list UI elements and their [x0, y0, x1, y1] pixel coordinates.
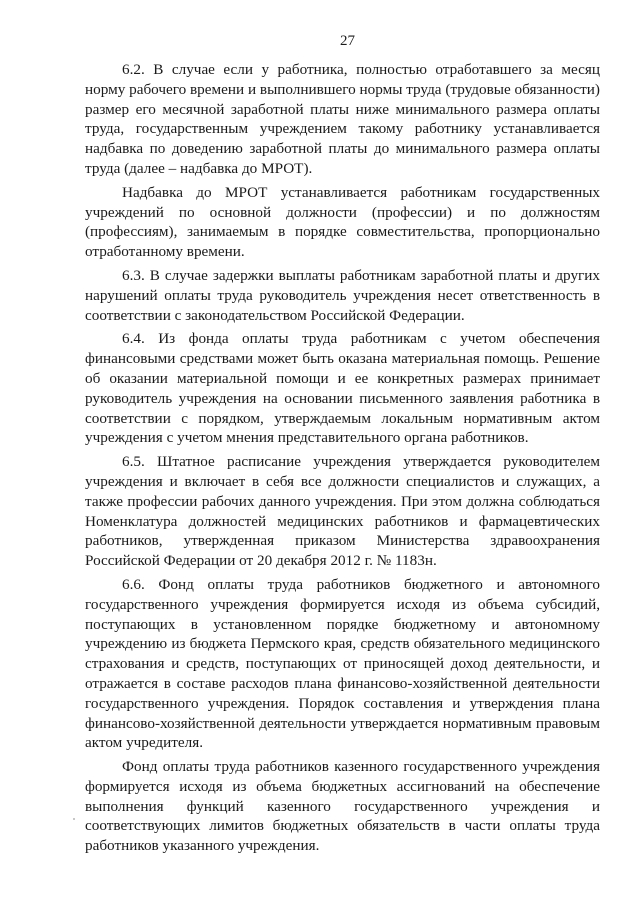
paragraph-6-2: 6.2. В случае если у работника, полностью отработавшего за месяц норму рабочего времени и выполнившего нормы труда (трудовые обязанности) размер его месячной заработной платы ниже минимального размера оплаты труда, государственным учреждением такому работнику устанавливается надбавка по доведению заработной платы до минимального размера оплаты труда (далее – надбавка до МРОТ).: [85, 61, 600, 177]
paragraph-6-3: 6.3. В случае задержки выплаты работникам заработной платы и других нарушений оплаты труда руководитель учреждения несет ответственность в соответствии с законодательством Российской Федерации.: [85, 266, 600, 324]
paragraph-6-4: 6.4. Из фонда оплаты труда работникам с учетом обеспечения финансовыми средствами может быть оказана материальная помощь. Решение об оказании материальной помощи и ее конкретных размерах принимает руководитель учреждения на основании письменного заявления работника в соответствии с порядком, утверждаемым локальным нормативным актом учреждения с учетом мнения представительного органа работников.: [85, 330, 600, 447]
paragraph-state-institution-fund: Фонд оплаты труда работников казенного государственного учреждения формируется исходя из объема бюджетных ассигнований на обеспечение выполнения функций казенного государственного учреждения и соответствующих лимитов бюджетных обязательств в части оплаты труда работников указанного учреждения.: [85, 758, 600, 855]
document-body: [85, 60, 600, 856]
scan-artifact: [73, 818, 75, 820]
page-number: 27: [340, 33, 355, 49]
paragraph-mrot-allowance: Надбавка до МРОТ устанавливается работникам государственных учреждений по основной должности (профессии) и по должностям (профессиям), занимаемым в порядке совместительства, пропорционально отработанному времени.: [85, 183, 600, 261]
paragraph-6-5: 6.5. Штатное расписание учреждения утверждается руководителем учреждения и включает в себя все должности специалистов и служащих, а также профессии рабочих данного учреждения. При этом должна соблюдаться Номенклатура должностей медицинских работников и фармацевтических работников, утвержденная приказом Министерства здравоохранения Российской Федерации от 20 декабря 2012 г. № 1183н.: [85, 453, 600, 570]
paragraph-6-6: 6.6. Фонд оплаты труда работников бюджетного и автономного государственного учреждения формируется исходя из объема субсидий, поступающих в установленном порядке бюджетному и автономному учреждению из бюджета Пермского края, средств обязательного медицинского страхования и средств, поступающих от приносящей доход деятельности, и отражается в составе расходов плана финансово-хозяйственной деятельности государственного учреждения. Порядок составления и утверждения плана финансово-хозяйственной деятельности утверждается нормативным правовым актом учредителя.: [85, 575, 600, 752]
